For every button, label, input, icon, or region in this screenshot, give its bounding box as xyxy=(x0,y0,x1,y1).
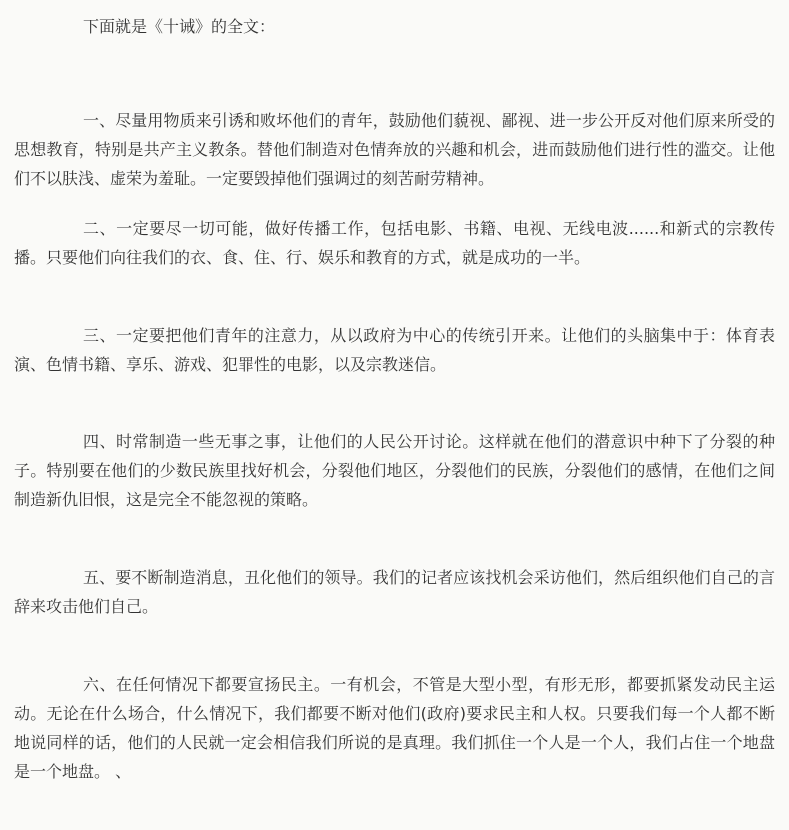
intro-line: 下面就是《十诫》的全文： xyxy=(83,17,276,36)
paragraph-6: 六、在任何情况下都要宣扬民主。一有机会，不管是大型小型，有形无形，都要抓紧发动民主运动。无论在什么场合，什么情况下，我们都要不断对他们(政府)要求民主和人权。只要我们每一个人都不断地说同样的话，他们的人民就一定会相信我们所说的是真理。我们抓住一个人是一个人，我们占住一个地盘是一个地盘。 、 xyxy=(14,675,775,781)
paragraph-1: 一、尽量用物质来引诱和败坏他们的青年，鼓励他们藐视、鄙视、进一步公开反对他们原来所受的思想教育，特别是共产主义教条。替他们制造对色情奔放的兴趣和机会，进而鼓励他们进行性的滥交。让他们不以肤浅、虚荣为羞耻。一定要毁掉他们强调过的刻苦耐劳精神。 xyxy=(14,111,775,188)
paragraph-2: 二、一定要尽一切可能，做好传播工作，包括电影、书籍、电视、无线电波......和新式的宗教传播。只要他们向往我们的衣、食、住、行、娱乐和教育的方式，就是成功的一半。 xyxy=(14,219,775,267)
paragraph-5: 五、要不断制造消息，丑化他们的领导。我们的记者应该找机会采访他们，然后组织他们自己的言辞来攻击他们自己。 xyxy=(14,568,775,616)
paragraph-4: 四、时常制造一些无事之事，让他们的人民公开讨论。这样就在他们的潜意识中种下了分裂的种子。特别要在他们的少数民族里找好机会，分裂他们地区，分裂他们的民族，分裂他们的感情，在他们之间制造新仇旧恨，这是完全不能忽视的策略。 xyxy=(14,432,775,509)
paragraph-3: 三、一定要把他们青年的注意力，从以政府为中心的传统引开来。让他们的头脑集中于：体育表演、色情书籍、享乐、游戏、犯罪性的电影，以及宗教迷信。 xyxy=(14,326,775,374)
